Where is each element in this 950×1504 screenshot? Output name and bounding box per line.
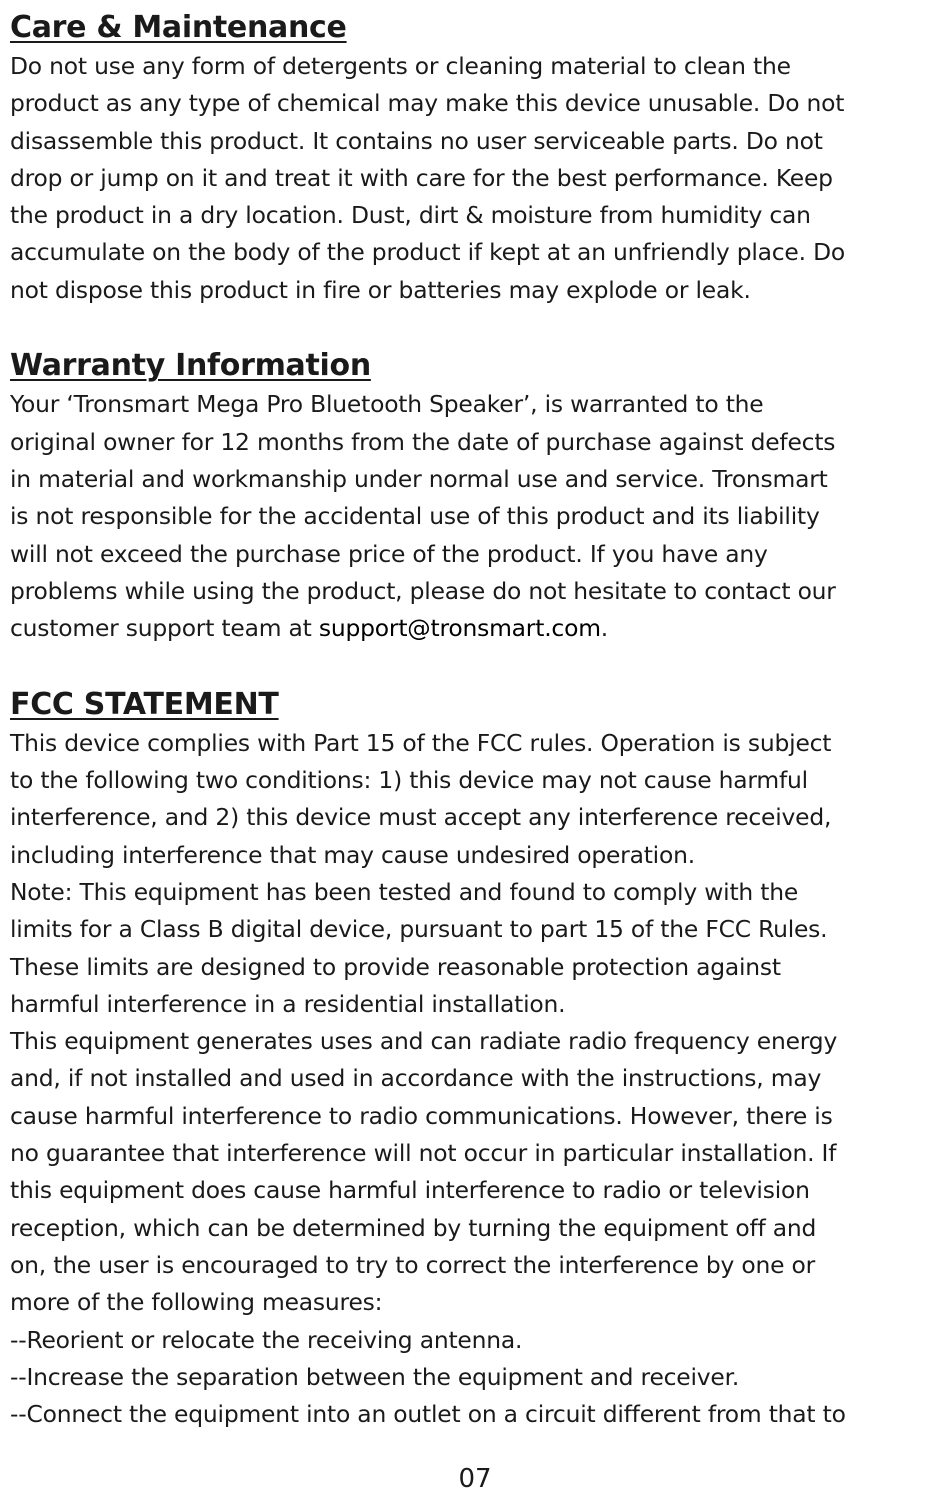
body-line: not dispose this product in fire or batteries may explode or leak. [10,275,751,304]
body-line: original owner for 12 months from the date of purchase against defects [10,427,836,456]
body-line: Do not use any form of detergents or cleaning material to clean the [10,52,791,80]
body-line: drop or jump on it and treat it with care for the best performance. Keep [10,163,833,192]
body-text: . [600,614,609,643]
body-line: in material and workmanship under normal use and service. Tronsmart [10,464,828,493]
body-line: This device complies with Part 15 of the FCC rules. Operation is subject [10,728,832,757]
section-spacer [10,309,940,346]
body-line: disassemble this product. It contains no user serviceable parts. Do not [10,126,823,155]
document-page [10,8,940,1433]
body-line: These limits are designed to provide reasonable protection against [10,952,781,981]
fcc-body [10,725,940,1434]
body-line: this equipment does cause harmful interference to radio or television [10,1176,810,1205]
body-line: more of the following measures: [10,1288,383,1317]
body-line: the product in a dry location. Dust, dirt & moisture from humidity can [10,201,811,230]
body-line: Note: This equipment has been tested and found to comply with the [10,877,799,906]
body-line: Your ‘Tronsmart Mega Pro Bluetooth Speaker’, is warranted to the [10,390,764,419]
body-line: will not exceed the purchase price of the product. If you have any [10,539,768,568]
care-maintenance-body [10,48,940,309]
body-line: --Increase the separation between the equipment and receiver. [10,1362,740,1391]
body-line: cause harmful interference to radio communications. However, there is [10,1101,833,1130]
body-line: interference, and 2) this device must accept any interference received, [10,803,832,832]
body-line: reception, which can be determined by turning the equipment off and [10,1213,817,1242]
body-line: accumulate on the body of the product if kept at an unfriendly place. Do [10,238,846,267]
warranty-body [10,386,940,647]
page-number: 07 [458,1464,492,1494]
body-line: limits for a Class B digital device, pursuant to part 15 of the FCC Rules. [10,915,828,944]
body-line: on, the user is encouraged to try to correct the interference by one or [10,1250,816,1279]
care-maintenance-heading: Care & Maintenance [10,10,347,45]
fcc-section [10,685,940,1434]
fcc-heading: FCC STATEMENT [10,686,279,722]
care-maintenance-section [10,8,940,309]
body-line: is not responsible for the accidental use of this product and its liability [10,502,820,531]
body-line: and, if not installed and used in accordance with the instructions, may [10,1064,822,1093]
warranty-heading: Warranty Information [10,348,371,384]
body-text: customer support team at [10,614,319,643]
section-spacer [10,647,940,684]
body-line: --Reorient or relocate the receiving antenna. [10,1325,523,1354]
body-line: including interference that may cause undesired operation. [10,840,695,869]
body-line: product as any type of chemical may make this device unusable. Do not [10,89,845,118]
support-email-link[interactable]: support@tronsmart.com [318,614,601,643]
body-line: to the following two conditions: 1) this device may not cause harmful [10,766,808,795]
body-line: This equipment generates uses and can radiate radio frequency energy [10,1027,838,1056]
body-line: problems while using the product, please do not hesitate to contact our [10,576,836,605]
body-line: no guarantee that interference will not occur in particular installation. If [10,1139,837,1168]
warranty-section [10,346,940,647]
body-line: --Connect the equipment into an outlet on a circuit different from that to [10,1400,846,1429]
body-line-with-email [10,610,940,647]
body-line: harmful interference in a residential installation. [10,989,566,1018]
